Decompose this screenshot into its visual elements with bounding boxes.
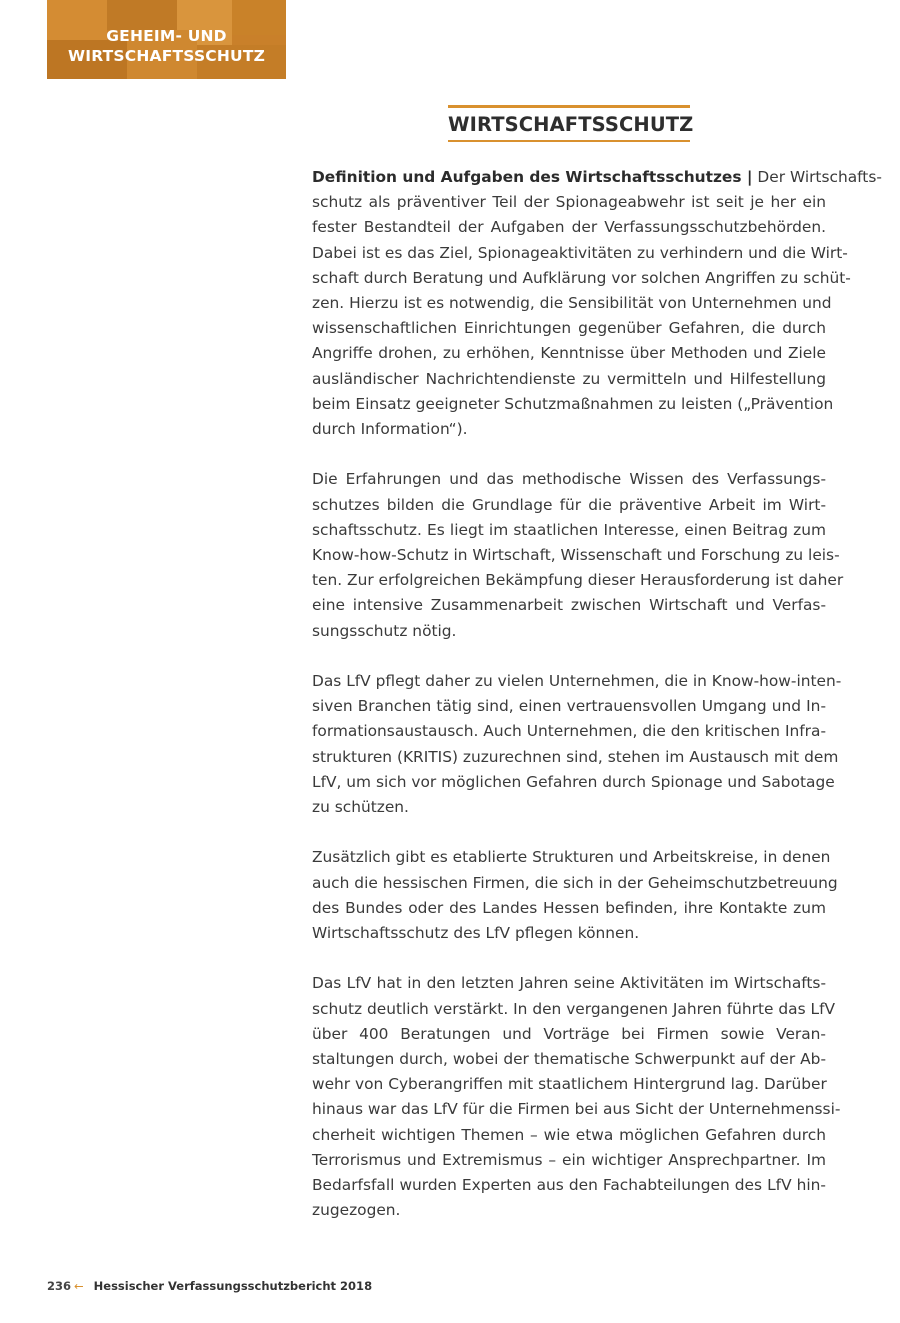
text-line: Wirtschaftsschutz des LfV pflegen können. <box>312 924 640 943</box>
text-line: Terrorismus und Extremismus – ein wichtiger Ansprechpartner. Im <box>312 1150 826 1169</box>
body-text <box>312 165 882 1249</box>
paragraph-experience <box>312 467 844 643</box>
text-line: zen. Hierzu ist es notwendig, die Sensibilität von Unternehmen und <box>312 294 832 313</box>
text-line: Der Wirtschafts- <box>752 168 882 186</box>
page-footer <box>47 1279 372 1293</box>
text-line: Dabei ist es das Ziel, Spionageaktivitäten zu verhindern und die Wirt- <box>312 243 848 262</box>
text-line: cherheit wichtigen Themen – wie etwa möglichen Gefahren durch <box>312 1125 826 1144</box>
text-line: siven Branchen tätig sind, einen vertrauensvollen Umgang und In- <box>312 697 826 716</box>
text-line: strukturen (KRITIS) zuzurechnen sind, stehen im Austausch mit dem <box>312 747 839 766</box>
page-number: 236 <box>47 1279 72 1293</box>
text-line: wissenschaftlichen Einrichtungen gegenüber Gefahren, die durch <box>312 319 826 338</box>
section-tab-line: GEHEIM- UND <box>106 27 227 45</box>
text-line: Das LfV hat in den letzten Jahren seine Aktivitäten im Wirtschafts- <box>312 974 826 993</box>
text-line: formationsaustausch. Auch Unternehmen, die den kritischen Infra- <box>312 722 826 741</box>
text-line: Bedarfsfall wurden Experten aus den Fachabteilungen des LfV hin- <box>312 1176 826 1195</box>
text-line: beim Einsatz geeigneter Schutzmaßnahmen zu leisten („Prävention <box>312 394 834 413</box>
text-line: auch die hessischen Firmen, die sich in der Geheimschutzbetreuung <box>312 873 838 892</box>
text-line: schutz deutlich verstärkt. In den vergangenen Jahren führte das LfV <box>312 999 836 1018</box>
text-line: hinaus war das LfV für die Firmen bei aus Sicht der Unternehmenssi- <box>312 1100 841 1119</box>
heading-top-rule <box>448 105 690 108</box>
text-line: LfV, um sich vor möglichen Gefahren durch Spionage und Sabotage <box>312 772 835 791</box>
text-line: zugezogen. <box>312 1201 401 1220</box>
text-line: Die Erfahrungen und das methodische Wissen des Verfassungs- <box>312 470 826 489</box>
text-line: Zusätzlich gibt es etablierte Strukturen und Arbeitskreise, in denen <box>312 848 831 867</box>
text-line: zu schützen. <box>312 798 409 817</box>
paragraph-lead: Definition und Aufgaben des Wirtschaftsschutzes | <box>312 168 753 186</box>
section-tab <box>47 0 286 79</box>
paragraph-definition <box>312 165 882 442</box>
publication-title: Hessischer Verfassungsschutzbericht 2018 <box>93 1279 373 1293</box>
text-line: Das LfV pflegt daher zu vielen Unternehmen, die in Know-how-inten- <box>312 672 842 691</box>
paragraph-activities <box>312 971 841 1223</box>
text-line: fester Bestandteil der Aufgaben der Verfassungsschutzbehörden. <box>312 218 826 237</box>
section-tab-label <box>47 26 286 66</box>
section-tab-line: WIRTSCHAFTSSCHUTZ <box>67 47 266 65</box>
text-line: schaftsschutz. Es liegt im staatlichen Interesse, einen Beitrag zum <box>312 520 826 539</box>
text-line: staltungen durch, wobei der thematische Schwerpunkt auf der Ab- <box>312 1050 826 1069</box>
text-line: sungsschutz nötig. <box>312 621 457 640</box>
text-line: wehr von Cyberangriffen mit staatlichem Hintergrund lag. Darüber <box>312 1075 827 1094</box>
paragraph-working-groups <box>312 845 838 946</box>
text-line: Know-how-Schutz in Wirtschaft, Wissenschaft und Forschung zu leis- <box>312 546 840 565</box>
paragraph-partnerships <box>312 669 842 820</box>
page-title: WIRTSCHAFTSSCHUTZ <box>448 113 690 142</box>
text-line: über 400 Beratungen und Vorträge bei Firmen sowie Veran- <box>312 1024 826 1043</box>
text-line: schutzes bilden die Grundlage für die präventive Arbeit im Wirt- <box>312 495 826 514</box>
text-line: schaft durch Beratung und Aufklärung vor solchen Angriffen zu schüt- <box>312 268 851 287</box>
text-line: durch Information“). <box>312 420 468 439</box>
text-line: schutz als präventiver Teil der Spionageabwehr ist seit je her ein <box>312 193 826 212</box>
text-line: eine intensive Zusammenarbeit zwischen Wirtschaft und Verfas- <box>312 596 826 615</box>
text-line: ausländischer Nachrichtendienste zu vermitteln und Hilfestellung <box>312 369 826 388</box>
arrow-left-icon[interactable]: ← <box>74 1279 84 1293</box>
text-line: des Bundes oder des Landes Hessen befinden, ihre Kontakte zum <box>312 898 826 917</box>
text-line: ten. Zur erfolgreichen Bekämpfung dieser Herausforderung ist daher <box>312 571 844 590</box>
text-line: Angriffe drohen, zu erhöhen, Kenntnisse über Methoden und Ziele <box>312 344 826 363</box>
